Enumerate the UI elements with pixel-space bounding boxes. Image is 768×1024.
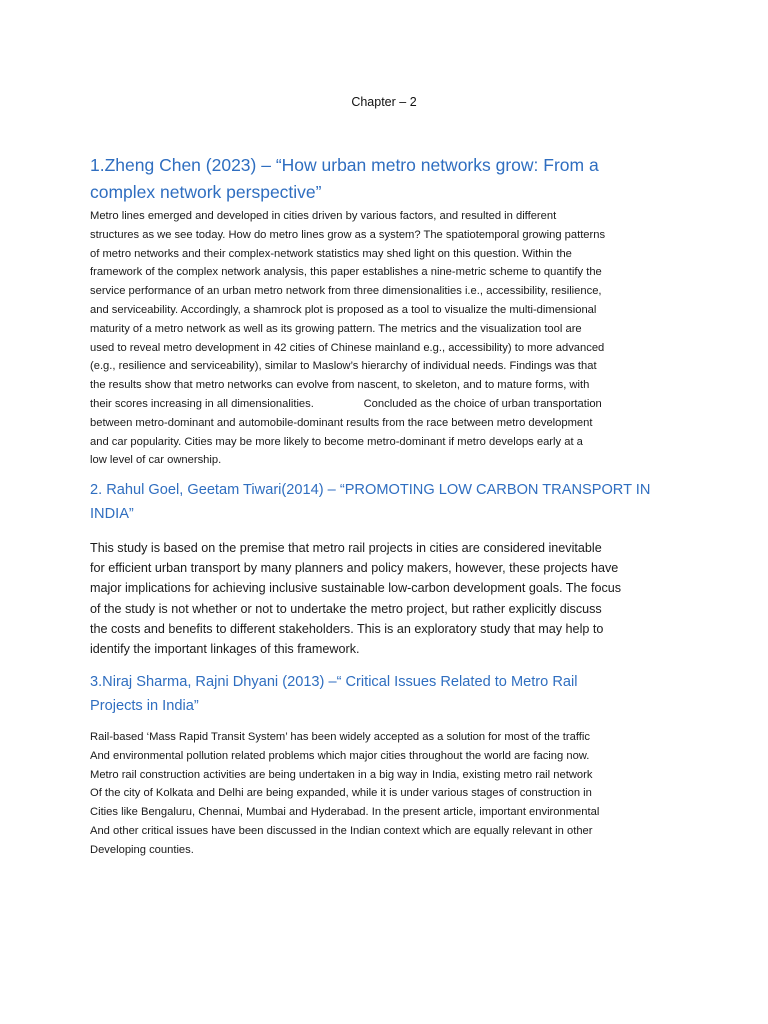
body-line: Of the city of Kolkata and Delhi are being expanded, while it is under various stages of construction in [90,787,592,800]
body-line: the results show that metro networks can evolve from nascent, to skeleton, and to mature forms, with [90,379,590,392]
section-1-heading [90,152,690,206]
body-line: And environmental pollution related problems which major cities throughout the world are facing now. [90,749,590,762]
heading-line: 1.Zheng Chen (2023) – “How urban metro networks grow: From a [90,155,599,175]
section-2-heading [90,478,690,526]
body-line: Metro rail construction activities are being undertaken in a big way in India, existing metro rail network [90,768,593,781]
body-line: service performance of an urban metro network from three dimensionalities i.e., accessibility, resilience, [90,285,602,298]
body-line: structures as we see today. How do metro lines grow as a system? The spatiotemporal growing patterns [90,228,606,241]
body-line: for efficient urban transport by many planners and policy makers, however, these projects have [90,561,619,576]
body-line: (e.g., resilience and serviceability), similar to Maslow’s hierarchy of individual needs. Findings was that [90,360,597,373]
heading-line: 2. Rahul Goel, Geetam Tiwari(2014) – “PROMOTING LOW CARBON TRANSPORT IN [90,482,651,498]
body-line: Cities like Bengaluru, Chennai, Mumbai and Hyderabad. In the present article, important environmental [90,806,600,819]
body-line: the costs and benefits to different stakeholders. This is an exploratory study that may help to [90,621,604,636]
body-line: framework of the complex network analysis, this paper establishes a nine-metric scheme to quantify the [90,266,602,279]
body-line: identify the important linkages of this framework. [90,642,360,657]
body-line: of metro networks and their complex-network statistics may shed light on this question. Within the [90,247,572,260]
heading-line: Projects in India” [90,698,199,714]
section-3-body [90,728,690,860]
body-line: their scores increasing in all dimensionalities. Concluded as the choice of urban transportation [90,397,602,410]
body-line: Metro lines emerged and developed in cities driven by various factors, and resulted in different [90,210,557,222]
heading-line: 3.Niraj Sharma, Rajni Dhyani (2013) –“ Critical Issues Related to Metro Rail [90,674,578,690]
section-2-body [90,538,690,659]
section-1-body [90,207,690,470]
body-line: This study is based on the premise that metro rail projects in cities are considered inevitable [90,541,602,555]
body-line: major implications for achieving inclusive sustainable low-carbon development goals. The focus [90,581,622,596]
body-line: between metro-dominant and automobile-dominant results from the race between metro development [90,416,593,429]
heading-line: INDIA” [90,506,134,522]
heading-line: complex network perspective” [90,182,322,202]
body-line: and car popularity. Cities may be more likely to become metro-dominant if metro develops early at a [90,435,583,448]
body-line: Rail-based ‘Mass Rapid Transit System’ has been widely accepted as a solution for most of the traffic [90,731,590,743]
body-line: low level of car ownership. [90,454,222,467]
body-line: And other critical issues have been discussed in the Indian context which are equally relevant in other [90,824,593,837]
section-3-heading [90,670,690,718]
body-line: of the study is not whether or not to undertake the metro project, but rather explicitly discuss [90,601,602,616]
body-line: used to reveal metro development in 42 cities of Chinese mainland e.g., accessibility) to more advanced [90,341,605,354]
body-line: maturity of a metro network as well as its growing pattern. The metrics and the visualization tool are [90,322,582,335]
body-line: and serviceability. Accordingly, a shamrock plot is proposed as a tool to visualize the multi-dimensional [90,303,597,316]
chapter-title: Chapter – 2 [351,95,417,109]
body-line: Developing counties. [90,843,194,856]
